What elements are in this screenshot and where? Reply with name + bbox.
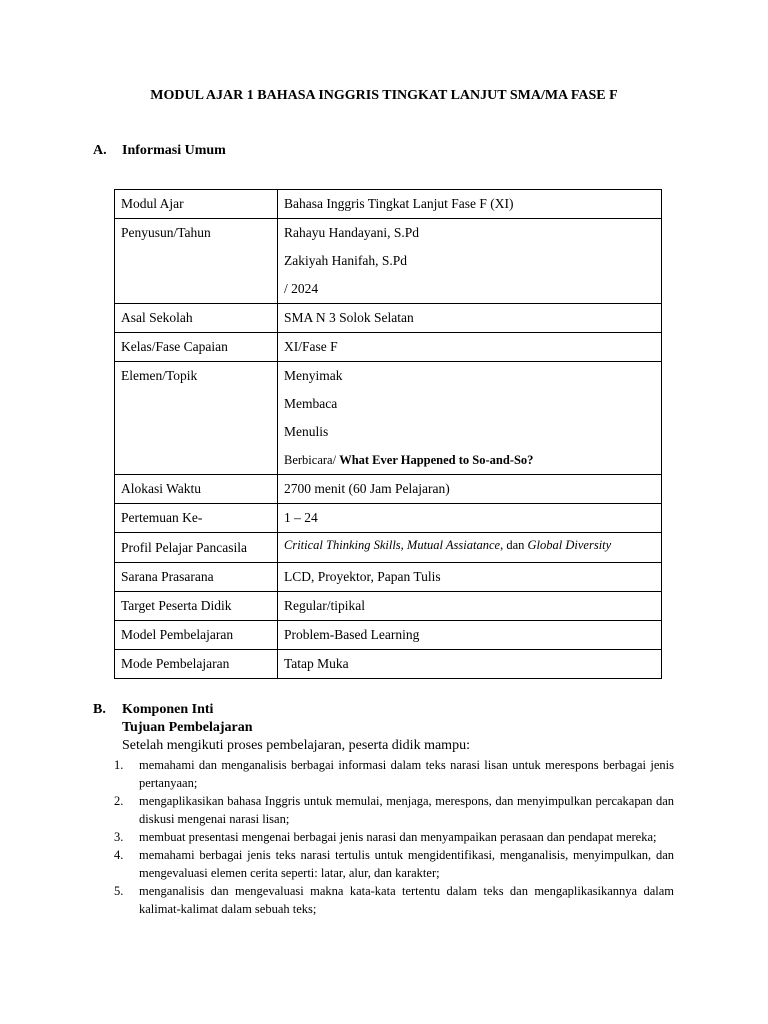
row-key-asal-sekolah: Asal Sekolah bbox=[115, 304, 278, 333]
section-b bbox=[93, 702, 683, 918]
list-item bbox=[93, 846, 683, 882]
goal-number: 4. bbox=[114, 848, 124, 862]
list-item bbox=[93, 828, 683, 846]
goal-number: 5. bbox=[114, 884, 124, 898]
table-row bbox=[115, 219, 662, 304]
row-key-target: Target Peserta Didik bbox=[115, 592, 278, 621]
goal-text: membuat presentasi mengenai berbagai jenis narasi dan menyampaikan perasaan dan pendapat mereka; bbox=[139, 830, 657, 844]
row-value-modul-ajar: Bahasa Inggris Tingkat Lanjut Fase F (XI) bbox=[278, 190, 662, 219]
elemen-line-1: Menyimak bbox=[284, 368, 343, 383]
row-value-pertemuan: 1 – 24 bbox=[278, 504, 662, 533]
goals-list bbox=[93, 756, 683, 918]
section-b-intro: Setelah mengikuti proses pembelajaran, peserta didik mampu: bbox=[122, 738, 470, 753]
elemen-topic-title: What Ever Happened to So-and-So? bbox=[339, 453, 534, 467]
goal-text: memahami berbagai jenis teks narasi tertulis untuk mengidentifikasi, menganalisis, menyimpulkan, dan mengevaluasi elemen cerita seperti: latar, alur, dan karakter; bbox=[139, 848, 674, 880]
row-key-kelas: Kelas/Fase Capaian bbox=[115, 333, 278, 362]
penyusun-line-3: / 2024 bbox=[284, 281, 319, 296]
penyusun-line-2: Zakiyah Hanifah, S.Pd bbox=[284, 253, 407, 268]
elemen-line-4-prefix: Berbicara/ bbox=[284, 453, 340, 467]
table-row bbox=[115, 533, 662, 563]
row-value-profil bbox=[278, 533, 662, 563]
section-a-title: Informasi Umum bbox=[122, 143, 226, 158]
row-value-elemen bbox=[278, 362, 662, 475]
row-key-penyusun: Penyusun/Tahun bbox=[115, 219, 278, 304]
table-row bbox=[115, 362, 662, 475]
row-key-profil: Profil Pelajar Pancasila bbox=[115, 533, 278, 563]
goal-number: 3. bbox=[114, 830, 124, 844]
row-value-asal-sekolah: SMA N 3 Solok Selatan bbox=[278, 304, 662, 333]
table-row bbox=[115, 563, 662, 592]
goal-number: 1. bbox=[114, 758, 124, 772]
table-row bbox=[115, 650, 662, 679]
row-key-alokasi: Alokasi Waktu bbox=[115, 475, 278, 504]
row-key-mode: Mode Pembelajaran bbox=[115, 650, 278, 679]
list-item bbox=[93, 756, 683, 792]
row-value-kelas: XI/Fase F bbox=[278, 333, 662, 362]
penyusun-line-1: Rahayu Handayani, S.Pd bbox=[284, 225, 419, 240]
goal-text: memahami dan menganalisis berbagai informasi dalam teks narasi lisan untuk merespons berbagai jenis pertanyaan; bbox=[139, 758, 674, 790]
row-key-pertemuan: Pertemuan Ke- bbox=[115, 504, 278, 533]
goal-text: mengaplikasikan bahasa Inggris untuk memulai, menjaga, merespons, dan menyimpulkan percakapan dan diskusi mengenai narasi lisan; bbox=[139, 794, 674, 826]
row-value-mode: Tatap Muka bbox=[278, 650, 662, 679]
table-row bbox=[115, 621, 662, 650]
row-value-penyusun bbox=[278, 219, 662, 304]
table-row bbox=[115, 190, 662, 219]
elemen-line-2: Membaca bbox=[284, 396, 338, 411]
goal-text: menganalisis dan mengevaluasi makna kata-kata tertentu dalam teks dan mengaplikasikannya dalam kalimat-kalimat dalam sebuah teks; bbox=[139, 884, 674, 916]
document-title: MODUL AJAR 1 BAHASA INGGRIS TINGKAT LANJUT SMA/MA FASE F bbox=[150, 88, 618, 103]
row-value-target: Regular/tipikal bbox=[278, 592, 662, 621]
profil-part-3: Global Diversity bbox=[527, 538, 612, 552]
profil-part-1: Critical Thinking Skills, Mutual Assiatance bbox=[284, 538, 501, 552]
list-item bbox=[93, 882, 683, 918]
row-value-sarana: LCD, Proyektor, Papan Tulis bbox=[278, 563, 662, 592]
section-a-letter: A. bbox=[93, 143, 107, 158]
section-b-subheading: Tujuan Pembelajaran bbox=[122, 720, 253, 735]
elemen-line-4 bbox=[284, 446, 655, 474]
row-key-model: Model Pembelajaran bbox=[115, 621, 278, 650]
table-row bbox=[115, 304, 662, 333]
row-key-elemen: Elemen/Topik bbox=[115, 362, 278, 475]
section-a-heading bbox=[93, 143, 226, 159]
row-value-model: Problem-Based Learning bbox=[278, 621, 662, 650]
table-row bbox=[115, 475, 662, 504]
table-row bbox=[115, 333, 662, 362]
elemen-line-3: Menulis bbox=[284, 424, 329, 439]
row-value-alokasi: 2700 menit (60 Jam Pelajaran) bbox=[278, 475, 662, 504]
list-item bbox=[93, 792, 683, 828]
row-key-sarana: Sarana Prasarana bbox=[115, 563, 278, 592]
profil-part-2: , dan bbox=[500, 538, 528, 552]
goal-number: 2. bbox=[114, 794, 124, 808]
section-b-letter: B. bbox=[93, 702, 106, 717]
table-row bbox=[115, 504, 662, 533]
row-key-modul-ajar: Modul Ajar bbox=[115, 190, 278, 219]
section-b-title: Komponen Inti bbox=[122, 702, 214, 717]
table-row bbox=[115, 592, 662, 621]
section-b-heading bbox=[93, 702, 683, 718]
info-table bbox=[114, 189, 662, 679]
